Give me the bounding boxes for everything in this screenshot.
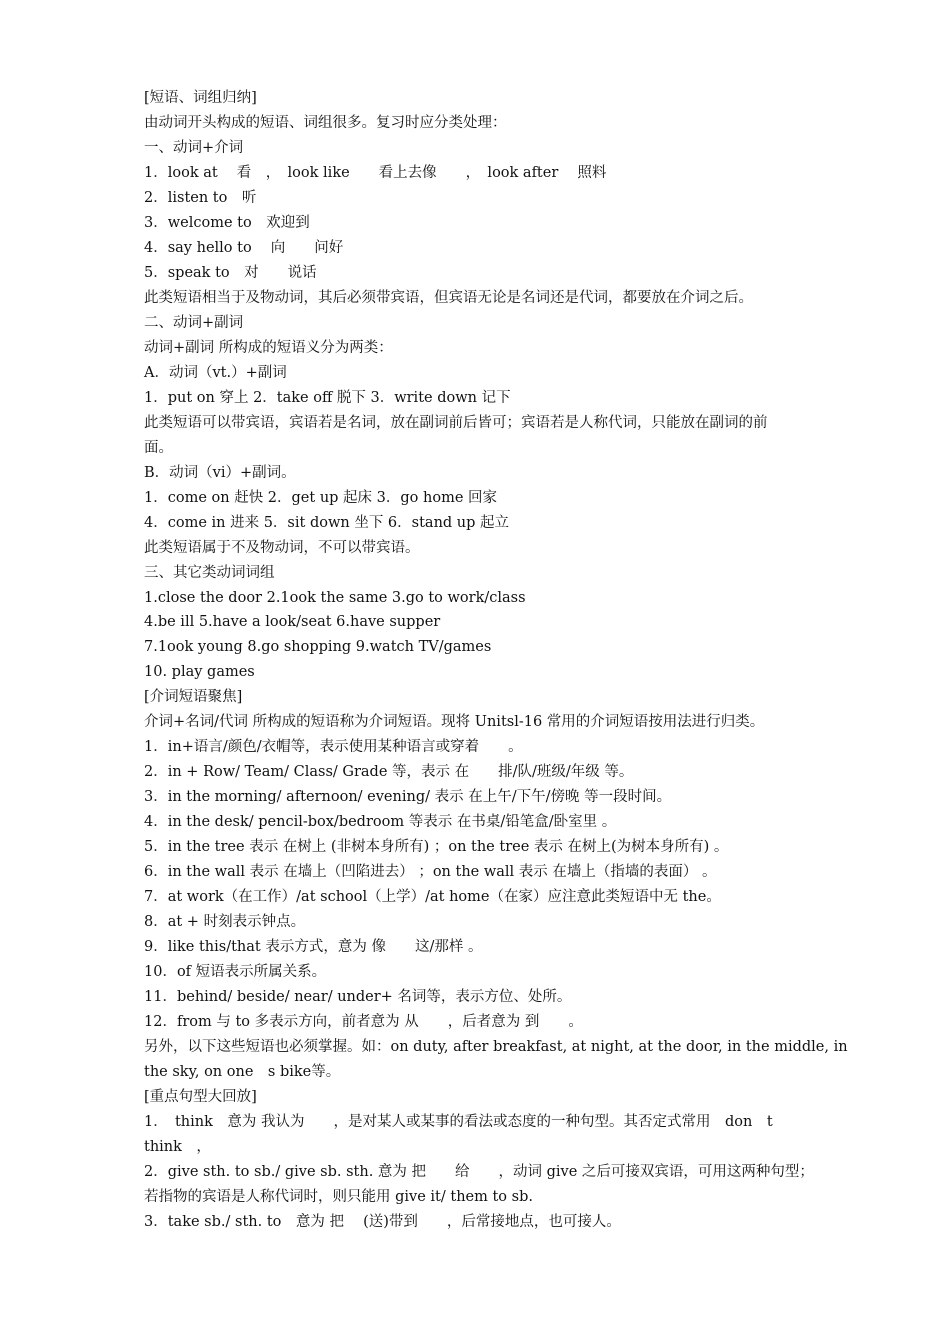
text-line: 此类短语相当于及物动词，其后必须带宾语，但宾语无论是名词还是代词，都要放在介词之后。 (144, 290, 753, 306)
text-line: 3．in the morning/ afternoon/ evening/ 表示 在上午/下午/傍晚 等一段时间。 (144, 789, 672, 805)
text-line: 介词+名词/代词 所构成的短语称为介词短语。现将 Unitsl-16 常用的介词短语按用法进行归类。 (144, 714, 765, 730)
text-line: 7.1ook young 8.go shopping 9.watch TV/games (144, 639, 492, 655)
text-line: 此类短语可以带宾语，宾语若是名词，放在副词前后皆可；宾语若是人称代词，只能放在副词的前 (144, 415, 768, 431)
text-line: 6．in the wall 表示 在墙上（凹陷进去） ；on the wall 表示 在墙上（指墙的表面） 。 (144, 864, 717, 880)
text-line: B．动词（vi）+副词。 (144, 465, 296, 481)
text-line: 3．take sb./ sth. to 意为 把 (送)带到 ，后常接地点，也可接人。 (144, 1214, 621, 1230)
text-line: 5．speak to 对 说话 (144, 265, 317, 281)
text-line: 若指物的宾语是人称代词时，则只能用 give it/ them to sb. (144, 1189, 533, 1205)
text-line: 4．come in 进来 5．sit down 坐下 6．stand up 起立 (144, 515, 510, 531)
text-line: 4．in the desk/ pencil-box/bedroom 等表示 在书桌/铅笔盒/卧室里 。 (144, 814, 617, 830)
text-line: 4.be ill 5.have a look/seat 6.have supper (144, 614, 441, 630)
text-line: 2．listen to 听 (144, 190, 257, 206)
text-line: think ， (144, 1139, 211, 1155)
text-line: 2．in + Row/ Team/ Class/ Grade 等，表示 在 排/队/班级/年级 等。 (144, 764, 634, 780)
text-line: 此类短语属于不及物动词，不可以带宾语。 (144, 540, 420, 556)
text-line: 1．come on 赶快 2．get up 起床 3．go home 回家 (144, 490, 498, 506)
text-line: 8．at + 时刻表示钟点。 (144, 914, 306, 930)
text-line: 1． think 意为 我认为 ，是对某人或某事的看法或态度的一种句型。其否定式常用 don t (144, 1114, 773, 1130)
text-line: 1．in+语言/颜色/衣帽等，表示使用某种语言或穿着 。 (144, 739, 523, 755)
text-line: the sky, on one s bike等。 (144, 1064, 341, 1080)
text-line: 动词+副词 所构成的短语义分为两类： (144, 340, 393, 356)
text-line: 1．put on 穿上 2．take off 脱下 3．write down 记下 (144, 390, 511, 406)
text-line: 一、动词+介词 (144, 140, 244, 156)
text-line: 3．welcome to 欢迎到 (144, 215, 310, 231)
text-line: 2．give sth. to sb./ give sb. sth. 意为 把 给 ，动词 give 之后可接双宾语，可用这两种句型； (144, 1164, 814, 1180)
text-line: A．动词（vt.）+副词 (144, 365, 287, 381)
text-line: 二、动词+副词 (144, 315, 244, 331)
text-line: 5．in the tree 表示 在树上 (非树本身所有) ；on the tree 表示 在树上(为树本身所有) 。 (144, 839, 729, 855)
text-line: [短语、词组归纳] (144, 90, 257, 106)
text-line: 三、其它类动词词组 (144, 565, 275, 581)
text-line: 面。 (144, 440, 173, 456)
text-line: [重点句型大回放] (144, 1089, 257, 1105)
text-line: 12．from 与 to 多表示方向，前者意为 从 ，后者意为 到 。 (144, 1014, 583, 1030)
text-line: 11．behind/ beside/ near/ under+ 名词等，表示方位、处所。 (144, 989, 572, 1005)
text-line: 9．like this/that 表示方式，意为 像 这/那样 。 (144, 939, 483, 955)
text-line: 1．look at 看 ， look like 看上去像 ， look after 照料 (144, 165, 607, 181)
text-line: 4．say hello to 向 问好 (144, 240, 344, 256)
text-line: 7．at work（在工作）/at school（上学）/at home（在家）应注意此类短语中无 the。 (144, 889, 721, 905)
text-line: 由动词开头构成的短语、词组很多。复习时应分类处理： (144, 115, 507, 131)
text-line: 另外，以下这些短语也必须掌握。如：on duty, after breakfast, at night, at the door, in the middle, in (144, 1039, 848, 1055)
text-line: [介词短语聚焦] (144, 689, 243, 705)
text-line: 1.close the door 2.1ook the same 3.go to work/class (144, 590, 526, 606)
text-line: 10．of 短语表示所属关系。 (144, 964, 327, 980)
text-line: 10. play games (144, 664, 255, 680)
